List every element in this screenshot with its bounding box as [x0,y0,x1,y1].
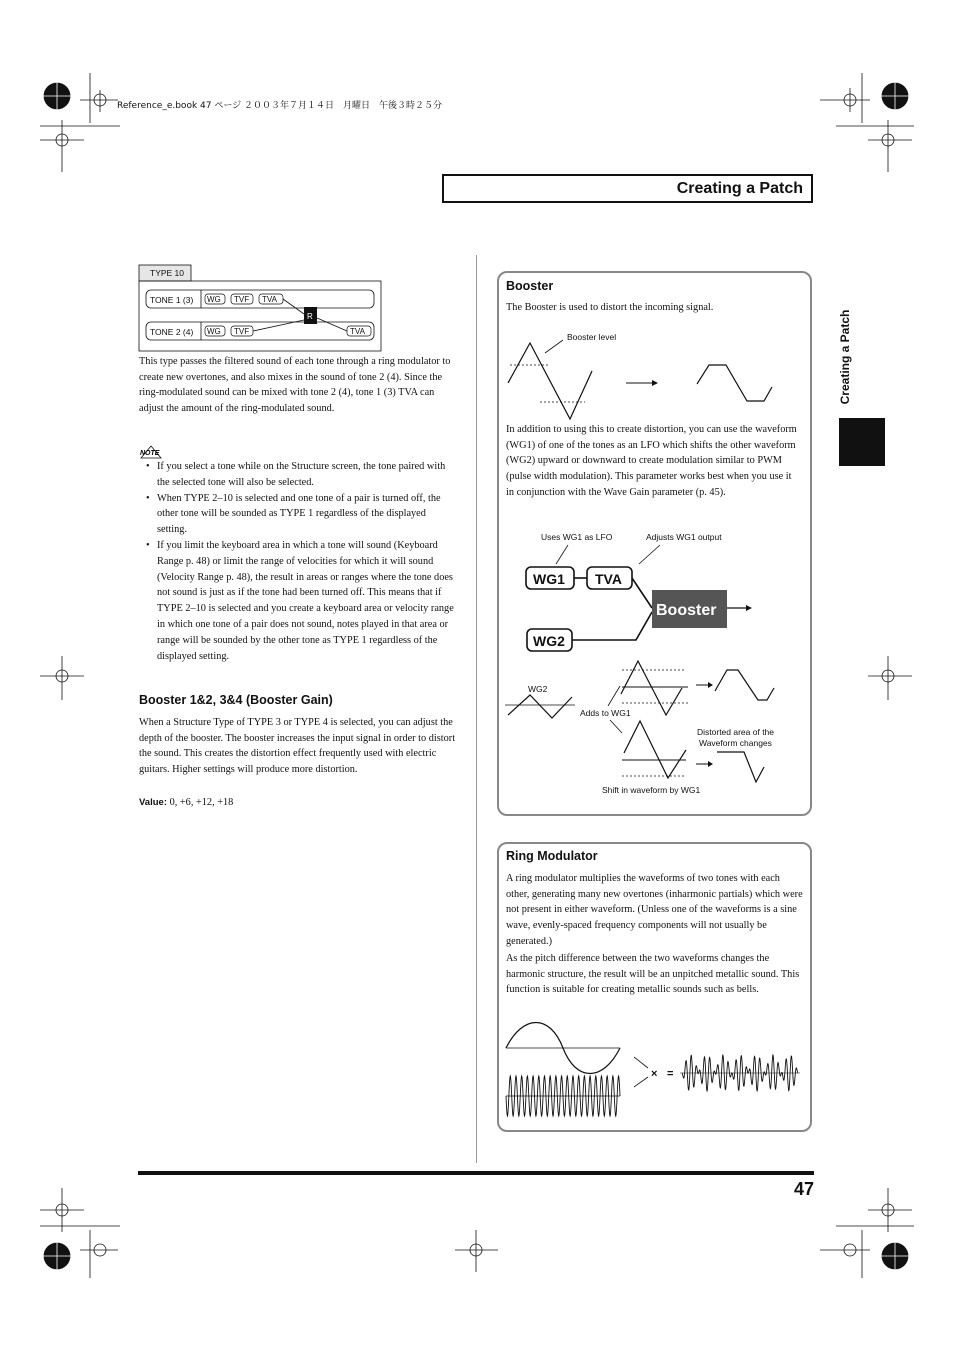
column-divider [476,255,477,1163]
tone1-wg: WG [207,295,221,304]
bottom-rule [138,1171,814,1175]
type10-description: This type passes the filtered sound of each tone through a ring modulator to create new overtones, and also mixes in the sound of tone 2 (4). Since the ring-modulated sound can be mixed with tone 2 (4), tone 1 (3) TVA can adjust the amount of the ring-modulated sound. [139,356,451,415]
side-tab-label: Creating a Patch [838,309,852,405]
note-item: • If you limit the keyboard area in which a tone will sound (Keyboard Range p. 48) or limit the range of velocities for which it will sound (Velocity Range p. 48), the result in areas or ranges where the tone does not sound is just as if the tone had been turned off. This means that if TYPE 2–10 is selected and you create a keyboard area or velocity range in which one tone of a pair does not sound, notes played in that area or range will be sounded by the other tone as TYPE 1 regardless of the displayed setting. [145,538,457,664]
page-number: 47 [793,1179,814,1199]
booster-gain-heading: Booster 1&2, 3&4 (Booster Gain) [139,693,333,707]
booster-level-label: Booster level [567,332,617,342]
wg2-small-label: WG2 [528,684,548,694]
booster-intro: The Booster is used to distort the incoming signal. [506,302,714,313]
ring-mod-heading: Ring Modulator [506,849,598,863]
ring-mod-text-1: A ring modulator multiplies the waveforms of two tones with each other, generating many new overtones (inharmonic partials) which were not present in either waveform. (Unless one of the waveforms is a sine wave, evenly-spaced frequency components will not usually be generated.) [506,873,803,947]
tone1-tva: TVA [262,295,277,304]
ring-mod-text-2: As the pitch difference between the two waveforms changes the harmonic structure, the result will be an unpitched metallic sound. This function is suitable for creating metallic sounds such as bells. [506,953,800,996]
note-item: • If you select a tone while on the Structure screen, the tone paired with the selected tone will also be selected. [145,459,457,491]
booster-text: In addition to using this to create distortion, you can use the waveform (WG1) of one of the tones as an LFO which shifts the other waveform (WG2) upward or downward to create modulation similar to PWM (pulse width modulation). This parameter works best when you use it in conjunction with the Wave Gain parameter (p. 45). [506,424,797,498]
tone2-tva: TVA [350,327,365,336]
note-icon [139,444,165,460]
type10-label: TYPE 10 [150,268,185,278]
side-tab-block [839,418,885,466]
booster-heading: Booster [506,279,554,293]
value-label: Value: [139,797,167,808]
chapter-title: Creating a Patch [676,180,803,197]
tone2-label: TONE 2 (4) [150,327,194,337]
side-tab [835,300,855,420]
note-label: NOTE [140,450,160,457]
times-symbol: × [651,1068,658,1080]
booster-gain-text: When a Structure Type of TYPE 3 or TYPE 4 is selected, you can adjust the depth of the booster. The booster increases the input signal in order to distort the sound. This creates the distortion effect frequently used with electric guitars. Higher settings will produce more distortion. [139,717,456,776]
tva-block: TVA [595,571,622,587]
tone1-label: TONE 1 (3) [150,295,194,305]
chapter-title-box [442,174,813,203]
booster-level-diagram [500,325,800,425]
uses-wg1-label: Uses WG1 as LFO [541,532,613,542]
distorted-label-2: Waveform changes [699,738,772,748]
tone2-tvf: TVF [234,327,250,336]
wg1-block: WG1 [533,571,565,587]
booster-flow-diagram [500,528,800,800]
print-header: Reference_e.book 47 ページ ２００３年７月１４日 月曜日 午後３時２５分 [117,101,443,111]
booster-block: Booster [656,602,717,619]
equals-symbol: = [667,1068,674,1080]
adds-to-wg1-label: Adds to WG1 [580,708,631,718]
ring-mod-diagram [500,1020,805,1125]
note-item: • When TYPE 2–10 is selected and one tone of a pair is turned off, the other tone will be sounded as TYPE 1 regardless of the displayed setting. [145,491,457,538]
type10-diagram [138,264,384,354]
tone2-wg: WG [207,327,221,336]
value-text: 0, +6, +12, +18 [167,797,234,808]
shift-label: Shift in waveform by WG1 [602,785,701,795]
note-list [145,459,457,664]
wg2-block: WG2 [533,633,565,649]
adjusts-wg1-label: Adjusts WG1 output [646,532,722,542]
ring-mod-block: R [307,312,313,321]
distorted-label-1: Distorted area of the [697,727,775,737]
booster-gain-values [139,795,457,811]
tone1-tvf: TVF [234,295,250,304]
